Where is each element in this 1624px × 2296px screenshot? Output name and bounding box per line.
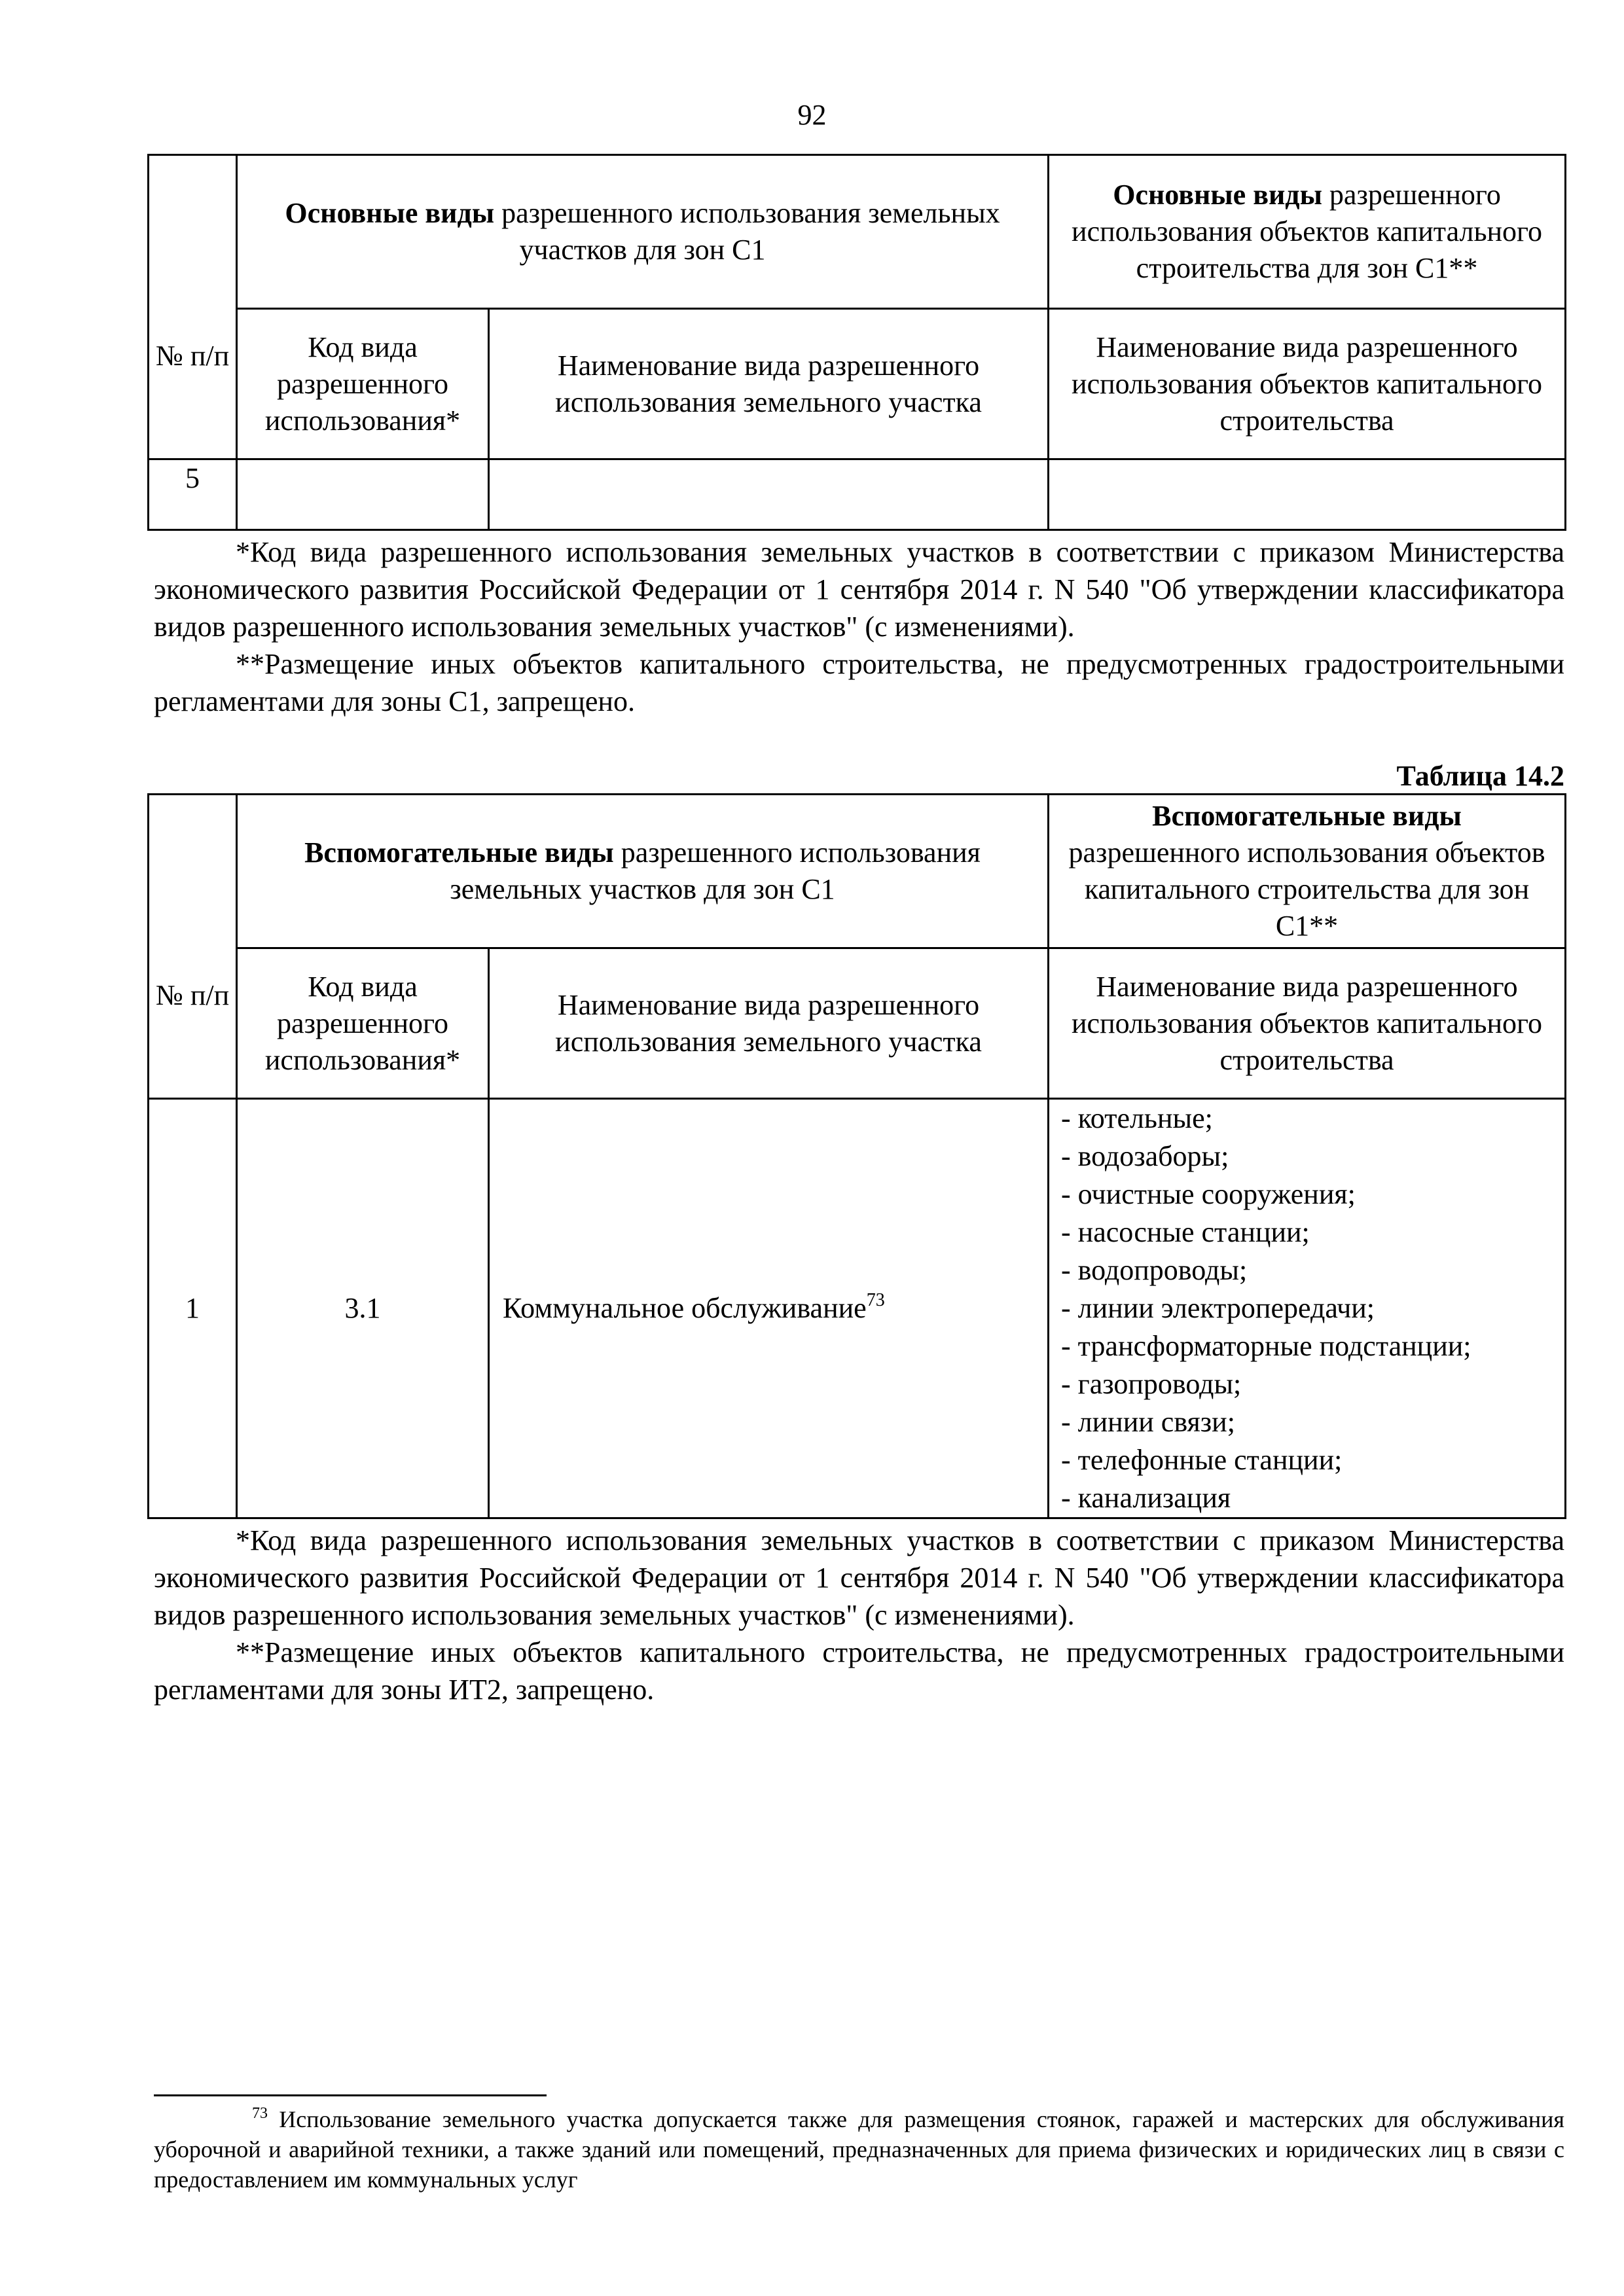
col-number-header: № п/п: [149, 155, 237, 459]
note-code-reference: *Код вида разрешенного использования земельных участков в соответствии с приказом Министерства экономического развития Российской Федерации от 1 сентября 2014 г. N 540 "Об утверждении классификатора видов разрешенного использования земельных участков" (с изменениями).: [154, 536, 1564, 643]
list-item: - телефонные станции;: [1061, 1444, 1343, 1476]
footnote-number: 73: [252, 2105, 268, 2122]
footnote-ref: 73: [866, 1290, 885, 1310]
table-caption: Таблица 14.2: [1396, 760, 1564, 792]
col-code-header: Код вида разрешенного использования*: [237, 309, 489, 459]
footnote-divider: [154, 2094, 547, 2096]
note-code-reference: *Код вида разрешенного использования земельных участков в соответствии с приказом Министерства экономического развития Российской Федерации от 1 сентября 2014 г. N 540 "Об утверждении классификатора видов разрешенного использования земельных участков" (с изменениями).: [154, 1524, 1564, 1631]
col-number-header: № п/п: [149, 795, 237, 1099]
list-item: - насосные станции;: [1061, 1216, 1310, 1248]
list-item: - водозаборы;: [1061, 1140, 1229, 1172]
row-object-name-cell: [1049, 459, 1566, 530]
col-object-name-header: Наименование вида разрешенного использования объектов капитального строительства: [1049, 948, 1566, 1099]
list-item: - трансформаторные подстанции;: [1061, 1330, 1471, 1362]
footnote: [154, 2104, 1564, 2195]
list-item: - очистные сооружения;: [1061, 1178, 1356, 1210]
row-number: 1: [149, 1099, 237, 1518]
table2-notes: [154, 1522, 1564, 1708]
list-item: - газопроводы;: [1061, 1368, 1242, 1400]
list-item: - линии электропередачи;: [1061, 1292, 1375, 1324]
col-land-name-header: Наименование вида разрешенного использования земельного участка: [489, 948, 1049, 1099]
row-code: 3.1: [237, 1099, 489, 1518]
group-header-objects: Основные виды разрешенного использования объектов капитального строительства для зон С1**: [1049, 155, 1566, 309]
col-object-name-header: Наименование вида разрешенного использования объектов капитального строительства: [1049, 309, 1566, 459]
row-land-name: Коммунальное обслуживание$^{73}$: [489, 1099, 1049, 1518]
list-item: - водопроводы;: [1061, 1254, 1248, 1286]
list-item: - линии связи;: [1061, 1406, 1235, 1438]
main-uses-table: [147, 154, 1566, 531]
list-item: - котельные;: [1061, 1102, 1213, 1134]
group-header-objects: Вспомогательные виды разрешенного использования объектов капитального строительства для зон С1**: [1049, 795, 1566, 948]
list-item: - канализация: [1061, 1482, 1231, 1514]
auxiliary-uses-table: [147, 793, 1566, 1519]
note-placement-restriction: **Размещение иных объектов капитального строительства, не предусмотренных градостроительными регламентами для зоны ИТ2, запрещено.: [154, 1636, 1564, 1706]
page-number: 92: [797, 99, 827, 131]
note-placement-restriction: **Размещение иных объектов капитального строительства, не предусмотренных градостроительными регламентами для зоны С1, запрещено.: [154, 648, 1564, 717]
group-header-land: Вспомогательные виды разрешенного использования земельных участков для зон С1: [237, 795, 1049, 948]
row-code-cell: [237, 459, 489, 530]
table1-notes: [154, 533, 1564, 720]
group-header-land: Основные виды разрешенного использования земельных участков для зон С1: [237, 155, 1049, 309]
row-number: 5: [149, 459, 237, 530]
footnote-text: Использование земельного участка допускается также для размещения стоянок, гаражей и мастерских для обслуживания уборочной и аварийной техники, а также зданий или помещений, предназначенных для приема физических и юридических лиц в связи с предоставлением им коммунальных услуг: [154, 2106, 1564, 2193]
table-row: [149, 1099, 1566, 1518]
row-land-name-cell: [489, 459, 1049, 530]
row-object-list: [1049, 1099, 1566, 1518]
col-code-header: Код вида разрешенного использования*: [237, 948, 489, 1099]
col-land-name-header: Наименование вида разрешенного использования земельного участка: [489, 309, 1049, 459]
